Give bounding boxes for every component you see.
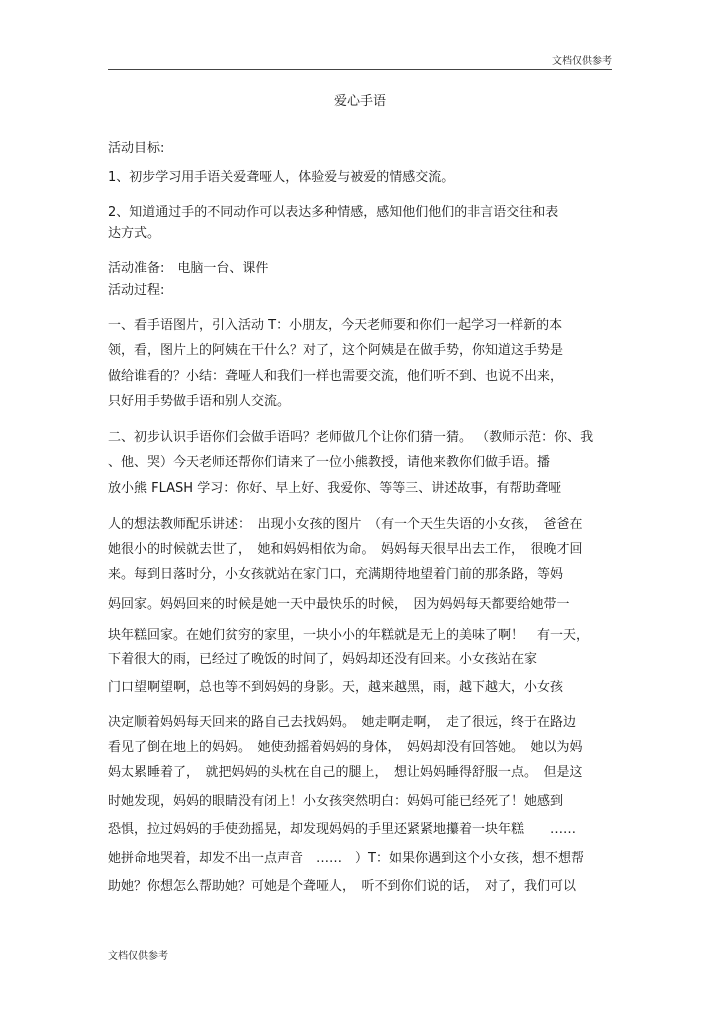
text-line: 看见了倒在地上的妈妈。 她使劲摇着妈妈的身体， 妈妈却没有回答她。 她以为妈 [108,740,583,755]
text-line: 她很小的时候就去世了， 她和妈妈相依为命。 妈妈每天很早出去工作， 很晚才回 [108,542,583,557]
page-title: 爱心手语 [333,94,386,109]
text-line: 2、知道通过手的不同动作可以表达多种情感，感知他们他们的非言语交往和表 [108,205,559,220]
text-line: 活动目标: [108,141,165,156]
text-line: 做给谁看的？小结：聋哑人和我们一样也需要交流，他们听不到、也说不出来， [108,369,564,384]
text-line: 人的想法教师配乐讲述： 出现小女孩的图片 （有一个天生失语的小女孩， 爸爸在 [108,517,583,532]
text-line: 一、看手语图片，引入活动 T：小朋友，今天老师要和你们一起学习一样新的本 [108,318,563,333]
text-line: 活动过程: [108,283,165,298]
text-line: 时她发现，妈妈的眼睛没有闭上！小女孩突然明白：妈妈可能已经死了！她感到 [108,794,564,809]
text-line: 妈太累睡着了， 就把妈妈的头枕在自己的腿上， 想让妈妈睡得舒服一点。 但是这 [108,765,583,780]
text-line: 决定顺着妈妈每天回来的路自己去找妈妈。 她走啊走啊， 走了很远，终于在路边 [108,715,577,730]
text-line: 1、初步学习用手语关爱聋哑人，体验爱与被爱的情感交流。 [108,170,455,185]
text-line: 达方式。 [108,226,161,241]
footer-note: 文档仅供参考 [108,951,168,962]
text-line: 二、初步认识手语你们会做手语吗？老师做几个让你们猜一猜。 （教师示范：你、我 [108,430,594,445]
text-line: 助她？你想怎么帮助她？可她是个聋哑人， 听不到你们说的话， 对了，我们可以 [108,879,577,894]
text-line: 她拼命地哭着，却发不出一点声音 …… ）T：如果你遇到这个小女孩，想不想帮 [108,851,584,866]
text-line: 恐惧，拉过妈妈的手使劲摇晃，却发现妈妈的手里还紧紧地攥着一块年糕 …… [108,822,577,837]
text-line: 门口望啊望啊，总也等不到妈妈的身影。天，越来越黑，雨，越下越大，小女孩 [108,680,564,695]
header-note: 文档仅供参考 [552,56,612,67]
text-line: 来。每到日落时分，小女孩就站在家门口，充满期待地望着门前的那条路，等妈 [108,567,564,582]
header-divider [108,69,612,70]
text-line: 放小熊 FLASH 学习：你好、早上好、我爱你、等等三、讲述故事，有帮助聋哑 [108,481,562,496]
text-line: 块年糕回家。在她们贫穷的家里，一块小小的年糕就是无上的美味了啊！ 有一天， [108,628,590,643]
text-line: 活动准备: 电脑一台、课件 [108,261,269,276]
text-line: 、他、哭）今天老师还帮你们请来了一位小熊教授，请他来教你们做手语。播 [108,455,551,470]
text-line: 只好用手势做手语和别人交流。 [108,394,291,409]
text-line: 领，看，图片上的阿姨在干什么？对了，这个阿姨是在做手势，你知道这手势是 [108,343,564,358]
text-line: 妈回家。妈妈回来的时候是她一天中最快乐的时候， 因为妈妈每天都要给她带一 [108,597,570,612]
text-line: 下着很大的雨，已经过了晚饭的时间了，妈妈却还没有回来。小女孩站在家 [108,652,538,667]
